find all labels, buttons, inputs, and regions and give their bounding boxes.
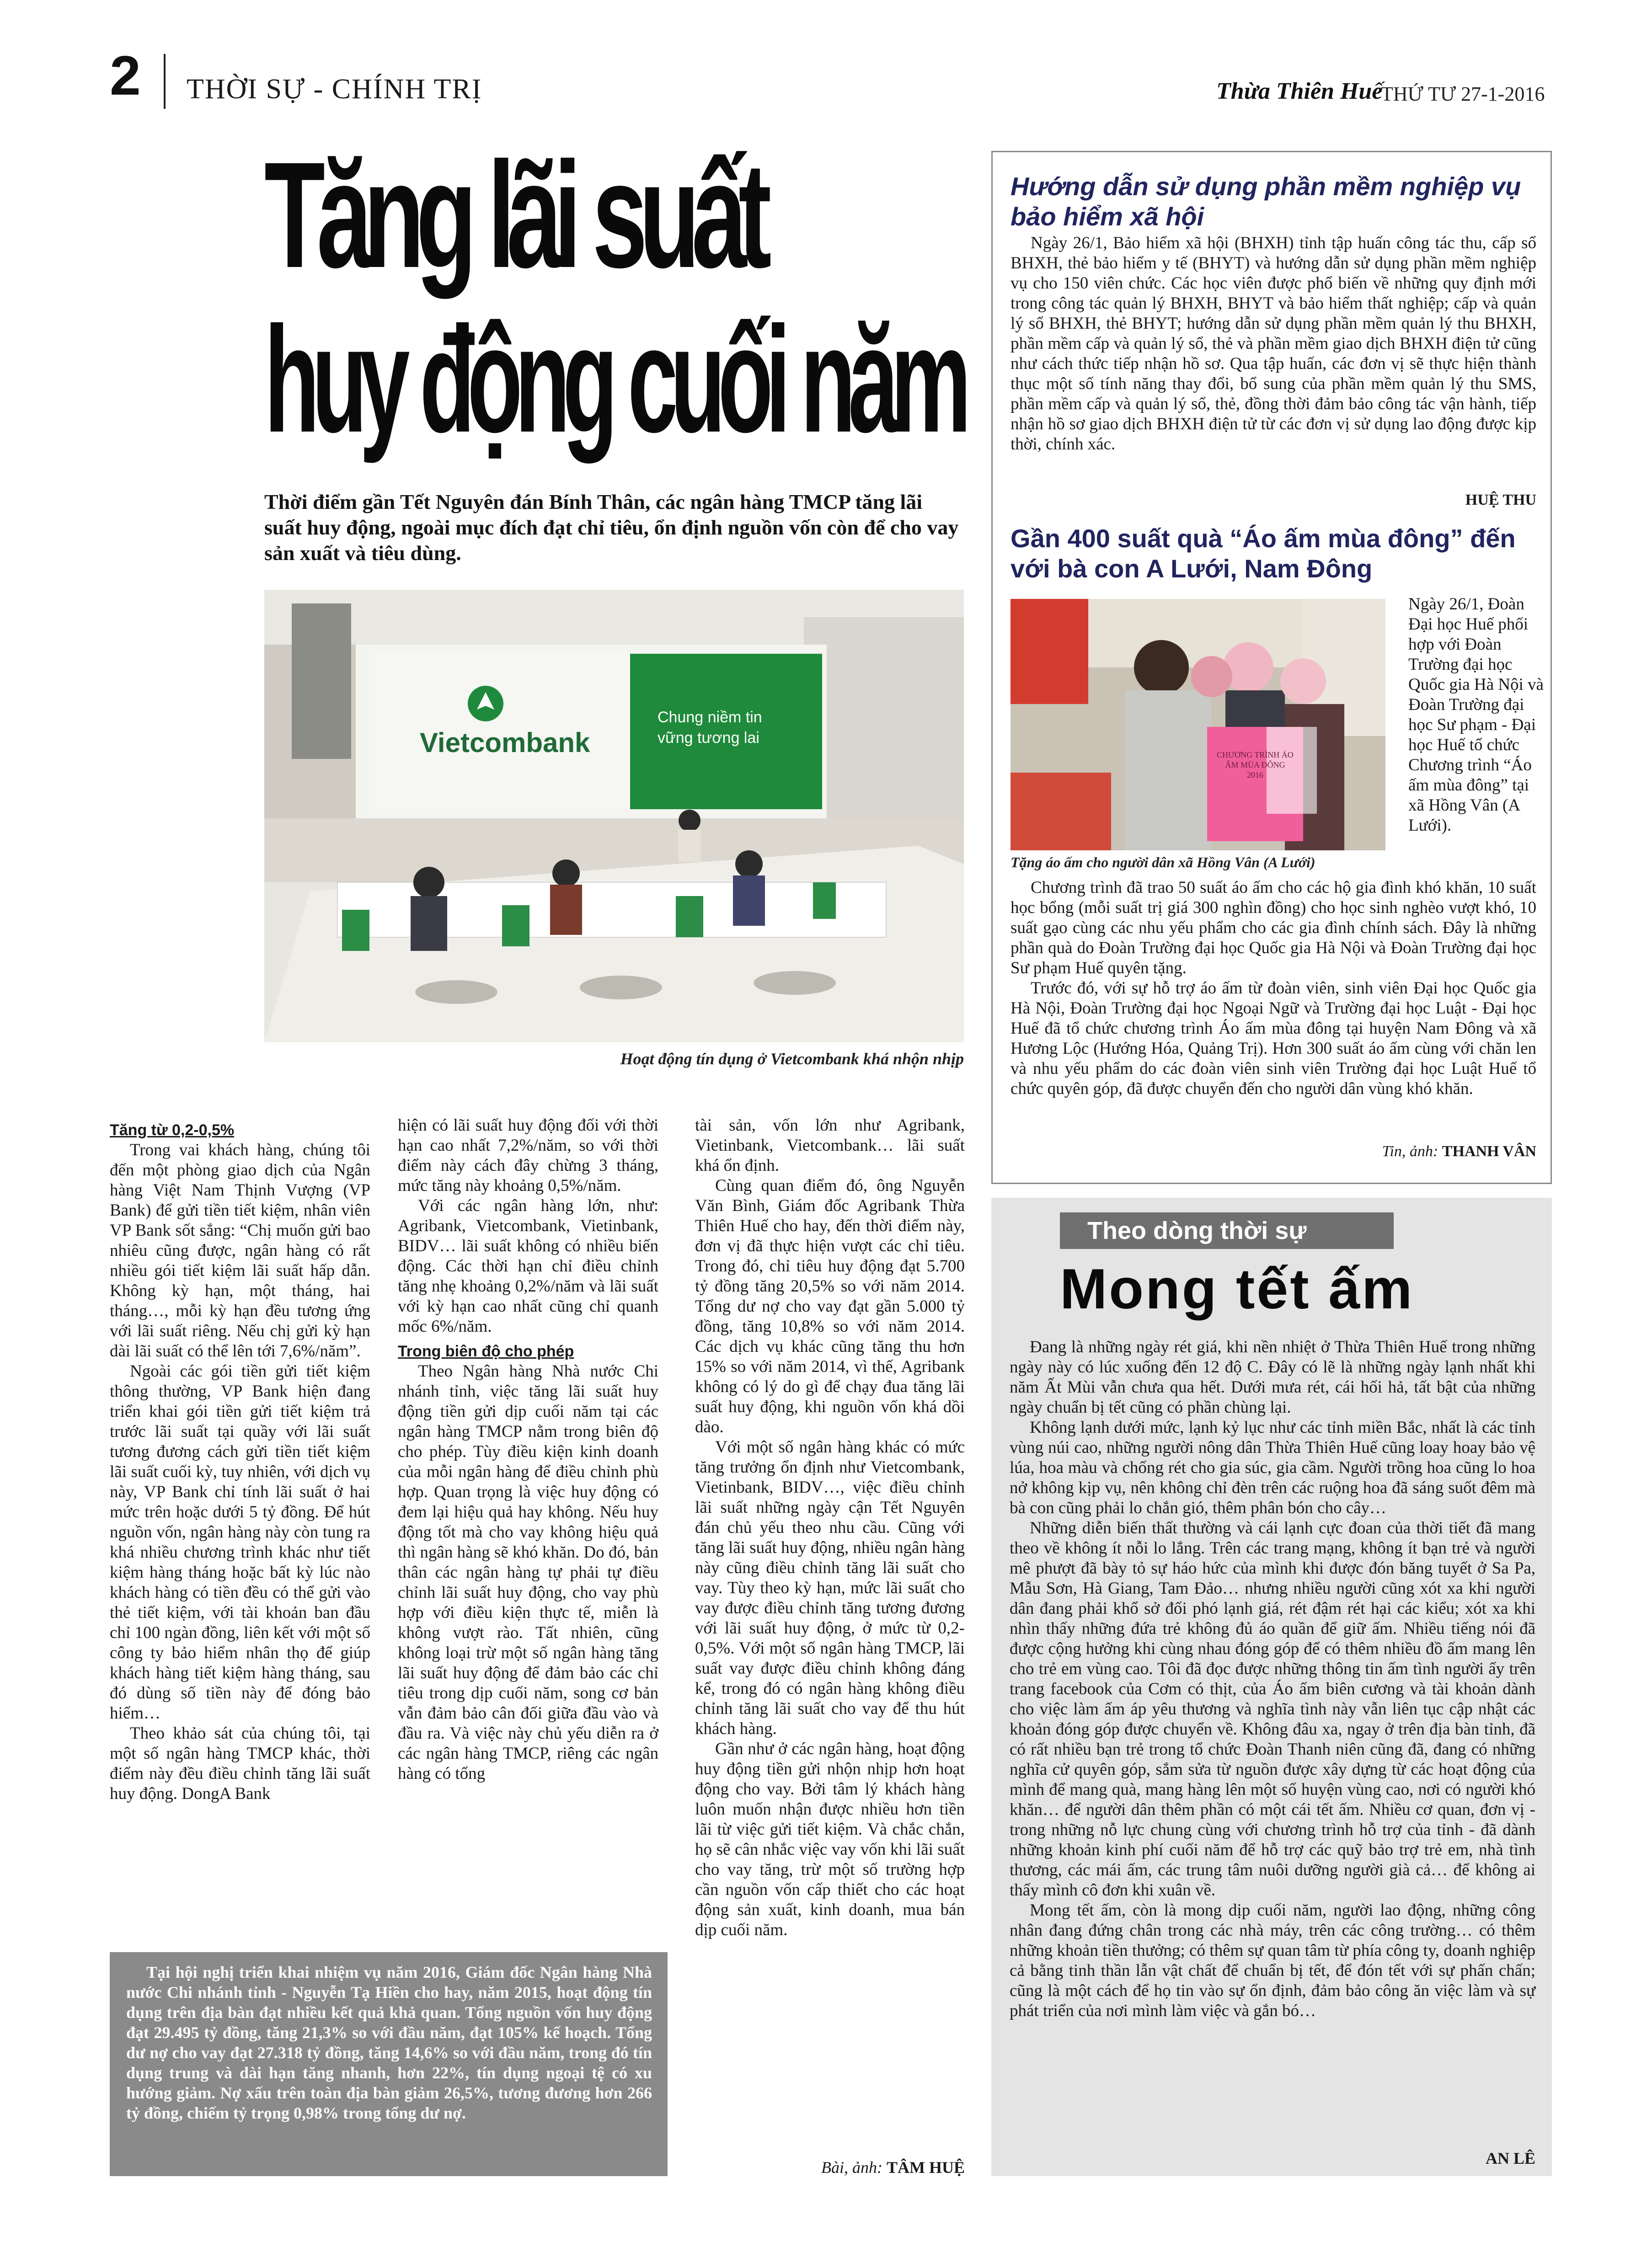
brief1-body [1011, 233, 1536, 454]
issue-date: THỨ TƯ 27-1-2016 [1381, 83, 1545, 105]
vietcombank-sign [369, 654, 822, 809]
main-column-3 [695, 1115, 965, 1940]
vietcombank-brand: Vietcombank [420, 727, 590, 758]
col2-paragraph: hiện có lãi suất huy động đối với thời hạn cao nhất 7,2%/năm, so với thời điểm này cách đây chừng 3 tháng, mức tăng này khoảng 0,5%/năm. [398, 1116, 658, 1195]
col3-paragraph: tài sản, vốn lớn như Agribank, Vietinbank, Vietcombank… lãi suất khá ổn định. [695, 1116, 965, 1175]
brief2-byline-name: THANH VÂN [1442, 1143, 1536, 1160]
opinion-paragraph: Những diễn biến thất thường và cái lạnh cực đoan của thời tiết đã mang theo về không ít nỗi lo lắng. Trên các trang mạng, không ít bạn trẻ và người mê phượt đã bày tỏ sự háo hức của mình khi được đón băng tuyết ở Sa Pa, Mẫu Sơn, Hà Giang, Tam Đảo… nhưng nhiều người cũng xót xa khi người dân đang phải khổ sở đối phó lạnh giá, rét đậm rét hại các kiểu; xót xa khi nhìn thấy những đứa trẻ không đủ áo quần để giữ ấm. Nhiều tiếng nói đã được cộng hưởng khi cùng nhau đóng góp để có thêm nhiều đồ ấm mang lên cho trẻ em vùng cao. Tôi đã đọc được những thông tin ấm tình người ấy trên trang facebook của Cơm có thịt, của Áo ấm biên cương và tài khoản dành cho việc làm ấm áp yêu thương và nghĩa tình này vẫn liên tục cập nhật các khoản đóng góp được chuyển về. Không đâu xa, ngay ở trên địa bàn tỉnh, đã có rất nhiều bạn trẻ trong tổ chức Đoàn Thanh niên cũng đã, đang có những nghĩa cử quyên góp, sắm sửa từ nguồn được xây dựng từ các hoạt động của mình để mang quà, mang hàng lên một số huyện vùng cao, nơi có người khó khăn… để người dân thêm phần có một cái tết ấm. Nhiều cơ quan, đơn vị - trong những nỗ lực chung cùng với chương trình hỗ trợ của tỉnh - đã dành những khoản kinh phí cuối năm để hỗ trợ các quỹ bảo trợ trẻ em, nhà tình thương, các mái ấm, các trung tâm nuôi dưỡng người già cả… để không ai thấy mình cô đơn khi xuân về. [1010, 1519, 1535, 1900]
stats-infobox-text: Tại hội nghị triển khai nhiệm vụ năm 2016, Giám đốc Ngân hàng Nhà nước Chi nhánh tỉnh - Nguyễn Tạ Hiền cho hay, năm 2015, hoạt động tín dụng trên địa bàn đạt nhiều kết quả khả quan. Tổng nguồn vốn huy động đạt 29.495 tỷ đồng, tăng 21,3% so với đầu năm, đạt 105% kế hoạch. Tổng dư nợ cho vay đạt 27.318 tỷ đồng, tăng 14,6% so với đầu năm, trong đó tín dụng trung và dài hạn tăng nhanh, hơn 22%, tín dụng ngoại tệ có xu hướng giảm. Nợ xấu trên toàn địa bàn giảm 26,5%, tương đương hơn 266 tỷ đồng, chiếm tỷ trọng 0,98% trong tổng dư nợ. [126, 1963, 652, 2122]
vietcombank-photo-caption: Hoạt động tín dụng ở Vietcombank khá nhộn nhịp [620, 1050, 964, 1068]
opinion-author: AN LÊ [1485, 2149, 1535, 2167]
opinion-paragraph: Mong tết ấm, còn là mong dịp cuối năm, người lao động, những công nhân đang đứng chân trong các nhà máy, trên các công trường… có thêm những khoản tiền thưởng; có thêm sự quan tâm từ phía công ty, doanh nghiệp cả bằng tinh thần lẫn vật chất để chuẩn bị tết, để đón tết với sự phấn chấn; cũng là một cách để họ tin vào sự ổn định, đảm bảo công ăn việc làm và sự phát triển của nơi mình làm việc và gắn bó… [1010, 1901, 1535, 2020]
main-byline [754, 2158, 965, 2177]
section-title: THỜI SỰ - CHÍNH TRỊ [187, 74, 482, 105]
brief2-byline-label: Tin, ảnh: [1382, 1143, 1438, 1160]
opinion-paragraph: Đang là những ngày rét giá, khi nền nhiệt ở Thừa Thiên Huế trong những ngày này có lúc xuống đến 12 độ C. Đây có lẽ là những ngày lạnh nhất khi năm Ất Mùi vẫn chưa qua hết. Dưới mưa rét, cái hối hả, tất bật của những ngày chuẩn bị tết cũng có phần chùng lại. [1010, 1338, 1535, 1417]
col2-paragraph: Với các ngân hàng lớn, như: Agribank, Vietcombank, Vietinbank, BIDV… lãi suất không có nhiều biến động. Các thời hạn chỉ điều chỉnh tăng nhẹ khoảng 0,2%/năm và lãi suất với kỳ hạn cao nhất cũng chỉ quanh mốc 6%/năm. [398, 1196, 658, 1336]
col3-paragraph: Với một số ngân hàng khác có mức tăng trưởng ổn định như Vietcombank, Vietinbank, BIDV…, việc điều chỉnh lãi suất những ngày cận Tết Nguyên đán chủ yếu theo nhu cầu. Cũng với tăng lãi suất huy động, nhiều ngân hàng này cũng điều chỉnh tăng lãi suất cho vay. Tùy theo kỳ hạn, mức lãi suất cho vay được điều chỉnh tăng tương đương với lãi suất huy động, ở mức từ 0,2-0,5%. Với một số ngân hàng TMCP, lãi suất vay được điều chỉnh không đáng kể, trong đó có ngân hàng không điều chỉnh tăng lãi suất cho vay để thu hút khách hàng. [695, 1438, 965, 1738]
brief2-title: Gần 400 suất quà “Áo ấm mùa đông” đến với bà con A Lưới, Nam Đông [1011, 524, 1516, 583]
main-column-2 [398, 1115, 658, 1784]
aoam-photo-scene [1011, 599, 1385, 850]
main-column-1 [110, 1115, 370, 1804]
col2-paragraph: Theo Ngân hàng Nhà nước Chi nhánh tỉnh, việc tăng lãi suất huy động tiền gửi dịp cuối năm tại các ngân hàng TMCP nằm trong biên độ cho phép. Tùy điều kiện kinh doanh của mỗi ngân hàng để điều chỉnh phù hợp. Quan trọng là việc huy động có đem lại hiệu quả hay không. Nếu huy động tốt mà cho vay không hiệu quả thì ngân hàng sẽ khó khăn. Do đó, bản thân các ngân hàng tự phải tự điều chỉnh lãi suất huy động, cho vay phù hợp với điều kiện thực tế, miễn là không vượt rào. Tất nhiên, cũng không loại trừ một số ngân hàng tăng lãi suất huy động để đảm bảo các chỉ tiêu trong dịp cuối năm, song cơ bản vẫn đảm bảo cân đối giữa đầu vào và đầu ra. Và việc này chủ yếu diễn ra ở các ngân hàng TMCP, riêng các ngân hàng có tổng [398, 1362, 658, 1783]
masthead: Thừa Thiên Huế [1216, 78, 1383, 104]
opinion-body [1010, 1337, 1535, 2021]
page-number: 2 [110, 44, 141, 107]
opinion-title: Mong tết ấm [1060, 1258, 1414, 1321]
main-lead: Thời điểm gần Tết Nguyên đán Bính Thân, các ngân hàng TMCP tăng lãi suất huy động, ngoài mục đích đạt chỉ tiêu, ổn định nguồn vốn còn để cho vay sản xuất và tiêu dùng. [264, 490, 959, 565]
col3-paragraph: Cùng quan điểm đó, ông Nguyễn Văn Bình, Giám đốc Agribank Thừa Thiên Huế cho hay, đến thời điểm này, đơn vị đã thực hiện vượt các chỉ tiêu. Trong đó, chỉ tiêu huy động đạt 5.700 tỷ đồng tăng 20,5% so với năm 2014. Tổng dư nợ cho vay đạt gần 5.000 tỷ đồng, tăng 10,8% so với năm 2014. Các dịch vụ khác cũng tăng thu hơn 15% so với năm 2014, vì thế, Agribank không có lý do gì để chạy đua tăng lãi suất huy động, khi nguồn vốn khá dồi dào. [695, 1176, 965, 1436]
aoam-photo-caption: Tặng áo ấm cho người dân xã Hồng Vân (A Lưới) [1011, 854, 1315, 870]
opinion-paragraph: Không lạnh dưới mức, lạnh kỷ lục như các tỉnh miền Bắc, nhất là các tỉnh vùng núi cao, những người nông dân Thừa Thiên Huế cũng loay hoay bảo vệ lúa, hoa màu và chống rét cho gia súc, gia cầm. Người trồng hoa cũng lo hoa nở không kịp vụ, nên không chỉ đèn trên các ruộng hoa đã sáng suốt đêm mà bà con cũng phải lo chắn gió, thêm phân bón cho cây… [1010, 1418, 1535, 1517]
col1-paragraph: Trong vai khách hàng, chúng tôi đến một phòng giao dịch của Ngân hàng Việt Nam Thịnh Vượng (VP Bank) để gửi tiền tiết kiệm, nhân viên VP Bank sốt sắng: “Chị muốn gửi bao nhiêu cũng được, ngân hàng có rất nhiều gói tiết kiệm lãi suất hấp dẫn. Không kỳ hạn, một tháng, hai tháng…, mỗi kỳ hạn đều tương ứng với lãi suất riêng. Nếu chị gửi kỳ hạn dài lãi suất có thể lên tới 7,6%/năm”. [110, 1141, 370, 1361]
aoam-photo [1011, 599, 1385, 850]
vietcombank-slogan-2: vững tương lai [658, 729, 759, 747]
col1-paragraph: Ngoài các gói tiền gửi tiết kiệm thông thường, VP Bank hiện đang triển khai gói tiền gửi tiết kiệm trả trước lãi suất tại quầy với lãi suất tương đương cách gửi tiền tiết kiệm lãi suất cuối kỳ, tuy nhiên, với dịch vụ này, VP Bank chỉ tính lãi suất ở hai mức trên hoặc dưới 5 tỷ đồng. Để hút nguồn vốn, ngân hàng này còn tung ra khá nhiều chương trình khác như tiết kiệm hàng tháng hoặc bất kỳ lúc nào khách hàng có tiền đều có thể gửi vào thẻ tiết kiệm, với tài khoản ban đầu chỉ 100 ngàn đồng, liên kết với một số công ty bảo hiểm nhân thọ để giúp khách hàng tiết kiệm hàng tháng, sau đó dùng số tiền này để đóng bảo hiểm… [110, 1362, 370, 1723]
brief2-byline [1326, 1143, 1536, 1160]
main-headline [264, 137, 978, 466]
headline-line-1: Tăng lãi suất [264, 137, 764, 299]
brief2-body [1011, 878, 1536, 1099]
vietcombank-logo-icon [468, 686, 503, 721]
brief2-side-text: Ngày 26/1, Đoàn Đại học Huế phối hợp với Đoàn Trường đại học Quốc gia Hà Nội và Đoàn Trường đại học Sư phạm - Đại học Huế tổ chức Chương trình “Áo ấm mùa đông” tại xã Hồng Vân (A Lưới). [1408, 595, 1544, 835]
brief1-author: HUỆ THU [1465, 491, 1536, 508]
brief1-paragraph: Ngày 26/1, Bảo hiểm xã hội (BHXH) tỉnh tập huấn công tác thu, cấp sổ BHXH, thẻ bảo hiểm y tế (BHYT) và hướng dẫn sử dụng phần mềm nghiệp vụ cho 150 viên chức. Các học viên được phổ biến về những quy định mới trong công tác quản lý BHXH, BHYT và bảo hiểm thất nghiệp; cấp và quản lý sổ BHXH, thẻ BHYT; hướng dẫn sử dụng phần mềm quản lý thu BHXH, phần mềm cấp và quản lý sổ, thẻ và phần mềm giao dịch BHXH điện tử cũng như cách thức tiếp nhận hồ sơ. Qua tập huấn, các đơn vị sẽ thực hiện thành thục một số tính năng thay đổi, bổ sung của phần mềm quản lý thu SMS, phần mềm cấp và quản lý sổ, thẻ, đồng thời đảm bảo công tác vận hành, tiếp nhận hồ sơ giao dịch BHXH điện tử từ các đơn vị sử dụng lao động được kịp thời, chính xác. [1011, 234, 1536, 454]
stats-infobox [110, 1952, 668, 2176]
aoam-bag-label: CHƯƠNG TRÌNH ÁO ẤM MÙA ĐÔNG 2016 [1217, 750, 1294, 779]
vietcombank-slogan-1: Chung niềm tin [658, 709, 762, 726]
col3-paragraph: Gần như ở các ngân hàng, hoạt động huy động tiền gửi nhộn nhịp hơn hoạt động cho vay. Bởi tâm lý khách hàng luôn muốn nhận được nhiều hơn tiền lãi từ việc gửi tiết kiệm. Và chắc chắn, họ sẽ cân nhắc việc vay vốn khi lãi suất cho vay tăng, trừ một số trường hợp cần nguồn vốn cấp thiết cho các hoạt động sản xuất, kinh doanh, mua bán dịp cuối năm. [695, 1740, 965, 1939]
vietcombank-photo [264, 590, 964, 1042]
header-divider [164, 54, 166, 109]
brief1-title: Hướng dẫn sử dụng phần mềm nghiệp vụ bảo hiểm xã hội [1011, 172, 1521, 231]
byline-label: Bài, ảnh: [821, 2158, 882, 2177]
byline-name: TÂM HUỆ [887, 2158, 965, 2177]
col1-paragraph: Theo khảo sát của chúng tôi, tại một số ngân hàng TMCP khác, thời điểm này đều điều chỉnh tăng lãi suất huy động. DongA Bank [110, 1724, 370, 1803]
subhead-2: Trong biên độ cho phép [398, 1343, 574, 1360]
opinion-kicker: Theo dòng thời sự [1060, 1212, 1394, 1249]
vietcombank-slogan-panel [630, 654, 822, 809]
opinion-box [991, 1198, 1552, 2176]
brief2-paragraph: Trước đó, với sự hỗ trợ áo ấm từ đoàn viên, sinh viên Đại học Quốc gia Hà Nội, Đoàn Trường đại học Ngoại Ngữ và Trường đại học Luật - Đại học Huế đã tổ chức chương trình Áo ấm mùa đông tại huyện Nam Đông và xã Hương Lộc (Hướng Hóa, Quảng Trị). Hơn 300 suất áo ấm cùng với chăn len và nhu yếu phẩm do các đoàn viên sinh viên Trường đại học Luật Huế tổ chức quyên góp, đã được chuyển đến cho người dân vùng khó khăn. [1011, 979, 1536, 1098]
brief2-paragraph: Chương trình đã trao 50 suất áo ấm cho các hộ gia đình khó khăn, 10 suất học bổng (mỗi suất trị giá 300 nghìn đồng) cho học sinh nghèo vượt khó, 10 suất gạo cùng các nhu yếu phẩm cho các gia đình chính sách. Đây là những phần quà do Đoàn Trường đại học Quốc gia Hà Nội và Đoàn Trường đại học Sư phạm Huế quyên tặng. [1011, 878, 1536, 977]
subhead-1: Tăng từ 0,2-0,5% [110, 1121, 235, 1139]
headline-line-2: huy động cuối năm [264, 295, 964, 464]
